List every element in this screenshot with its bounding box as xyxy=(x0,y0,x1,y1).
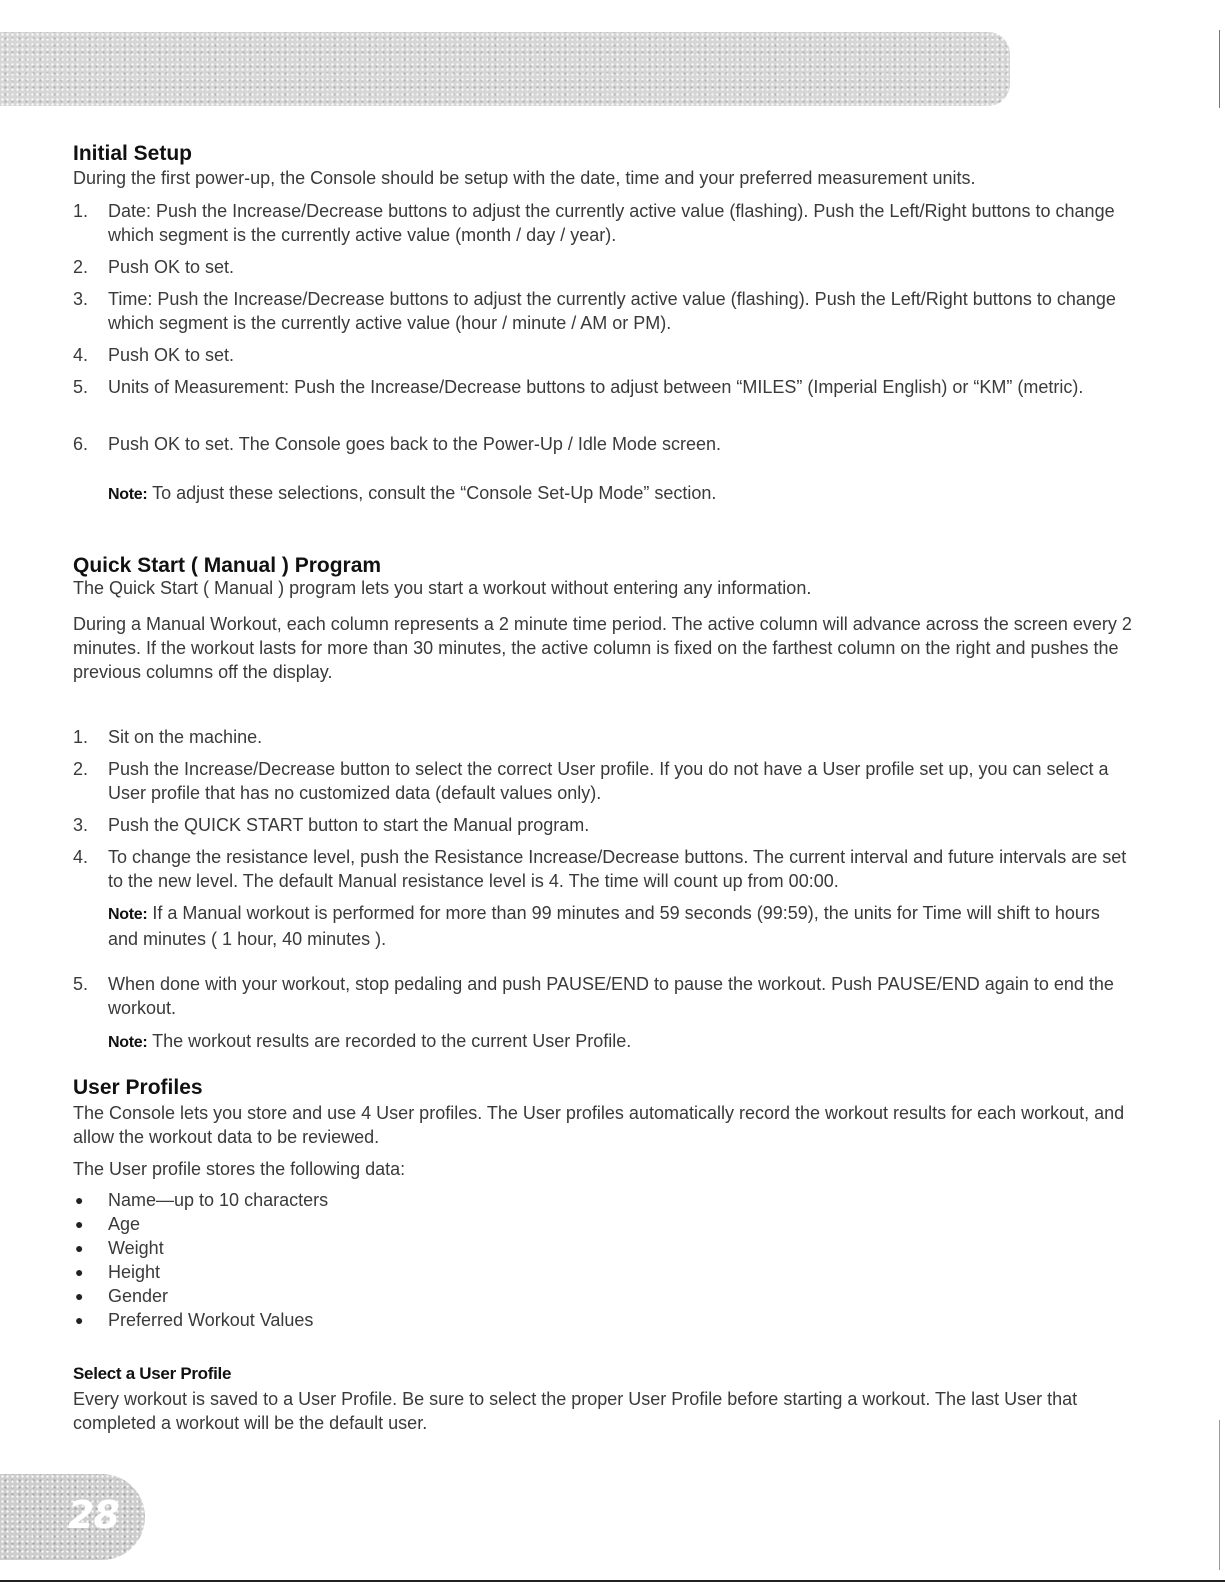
initial-setup-intro: During the first power-up, the Console should be setup with the date, time and your preferred measurement units. xyxy=(73,168,976,188)
quick-step-resistance: To change the resistance level, push the Resistance Increase/Decrease buttons. The current interval and future intervals are set to the new level. The default Manual resistance level is 4. The time will count up from 00:00. xyxy=(108,847,1127,891)
list-item: Height xyxy=(108,1262,161,1282)
bullet-dot: ● xyxy=(75,1192,84,1208)
list-item: Preferred Workout Values xyxy=(108,1310,314,1330)
quick-start-heading: Quick Start ( Manual ) Program xyxy=(73,554,382,577)
user-profiles-heading: User Profiles xyxy=(73,1076,203,1099)
step-number: 1. xyxy=(73,201,89,221)
setup-step-ok: Push OK to set. xyxy=(108,257,235,277)
setup-step-units: Units of Measurement: Push the Increase/Decrease buttons to adjust between “MILES” (Imperial English) or “KM” (metric). xyxy=(108,377,1084,397)
step-number: 2. xyxy=(73,257,89,277)
user-profiles-stores: The User profile stores the following data: xyxy=(73,1159,406,1179)
setup-step-ok-final: Push OK to set. The Console goes back to the Power-Up / Idle Mode screen. xyxy=(108,434,721,454)
step-number: 5. xyxy=(73,377,89,397)
note-label: Note: xyxy=(108,906,148,923)
quick-step-start: Push the QUICK START button to start the Manual program. xyxy=(108,815,590,835)
setup-note xyxy=(108,481,1138,507)
list-item: Weight xyxy=(108,1238,164,1258)
initial-setup-heading: Initial Setup xyxy=(73,142,193,165)
bullet-dot: ● xyxy=(75,1240,84,1256)
step-number: 6. xyxy=(73,434,89,454)
setup-step-date: Date: Push the Increase/Decrease buttons to adjust the currently active value (flashing). Push the Left/Right buttons to change which segment is the currently active value (month / day / year). xyxy=(108,201,1115,245)
bullet-dot: ● xyxy=(75,1264,84,1280)
step-number: 4. xyxy=(73,847,89,867)
note-text: The workout results are recorded to the current User Profile. xyxy=(152,1031,632,1051)
right-edge-rule xyxy=(1219,30,1220,108)
step-number: 1. xyxy=(73,727,89,747)
bottom-rule xyxy=(0,1580,1225,1582)
bullet-dot: ● xyxy=(75,1312,84,1328)
step-number: 3. xyxy=(73,289,89,309)
setup-step-time: Time: Push the Increase/Decrease buttons to adjust the currently active value (flashing). Push the Left/Right buttons to change which segment is the currently active value (hour / minute / AM or PM). xyxy=(108,289,1116,333)
bullet-dot: ● xyxy=(75,1288,84,1304)
step-number: 4. xyxy=(73,345,89,365)
note-label: Note: xyxy=(108,1034,148,1051)
list-item: Name—up to 10 characters xyxy=(108,1190,329,1210)
quick-step-end: When done with your workout, stop pedaling and push PAUSE/END to pause the workout. Push PAUSE/END again to end the workout. xyxy=(108,974,1114,1018)
step-number: 5. xyxy=(73,974,89,994)
step-number: 2. xyxy=(73,759,89,779)
select-profile-heading: Select a User Profile xyxy=(73,1364,232,1383)
setup-step-ok: Push OK to set. xyxy=(108,345,235,365)
right-edge-rule xyxy=(1219,1420,1220,1570)
select-profile-text: Every workout is saved to a User Profile. Be sure to select the proper User Profile before starting a workout. The last User that completed a workout will be the default user. xyxy=(73,1389,1078,1433)
quick-start-paragraph: During a Manual Workout, each column represents a 2 minute time period. The active column will advance across the screen every 2 minutes. If the workout lasts for more than 30 minutes, the active column is fixed on the farthest column on the right and pushes the previous columns off the display. xyxy=(73,614,1132,682)
quick-note-time xyxy=(108,901,1118,951)
quick-step-profile: Push the Increase/Decrease button to select the correct User profile. If you do not have a User profile set up, you can select a User profile that has no customized data (default values only). xyxy=(108,759,1109,803)
quick-step-sit: Sit on the machine. xyxy=(108,727,263,747)
note-text: To adjust these selections, consult the “Console Set-Up Mode” section. xyxy=(152,483,717,503)
user-profiles-intro: The Console lets you store and use 4 User profiles. The User profiles automatically record the workout results for each workout, and allow the workout data to be reviewed. xyxy=(73,1103,1125,1147)
list-item: Gender xyxy=(108,1286,169,1306)
note-label: Note: xyxy=(108,486,148,503)
page-number: 28 xyxy=(68,1493,119,1537)
note-text: If a Manual workout is performed for more than 99 minutes and 59 seconds (99:59), the units for Time will shift to hours and minutes ( 1 hour, 40 minutes ). xyxy=(108,903,1100,949)
bullet-dot: ● xyxy=(75,1216,84,1232)
header-band xyxy=(0,32,1010,106)
quick-note-results xyxy=(108,1029,1138,1055)
list-item: Age xyxy=(108,1214,141,1234)
step-number: 3. xyxy=(73,815,89,835)
quick-start-intro: The Quick Start ( Manual ) program lets you start a workout without entering any information. xyxy=(73,578,812,598)
